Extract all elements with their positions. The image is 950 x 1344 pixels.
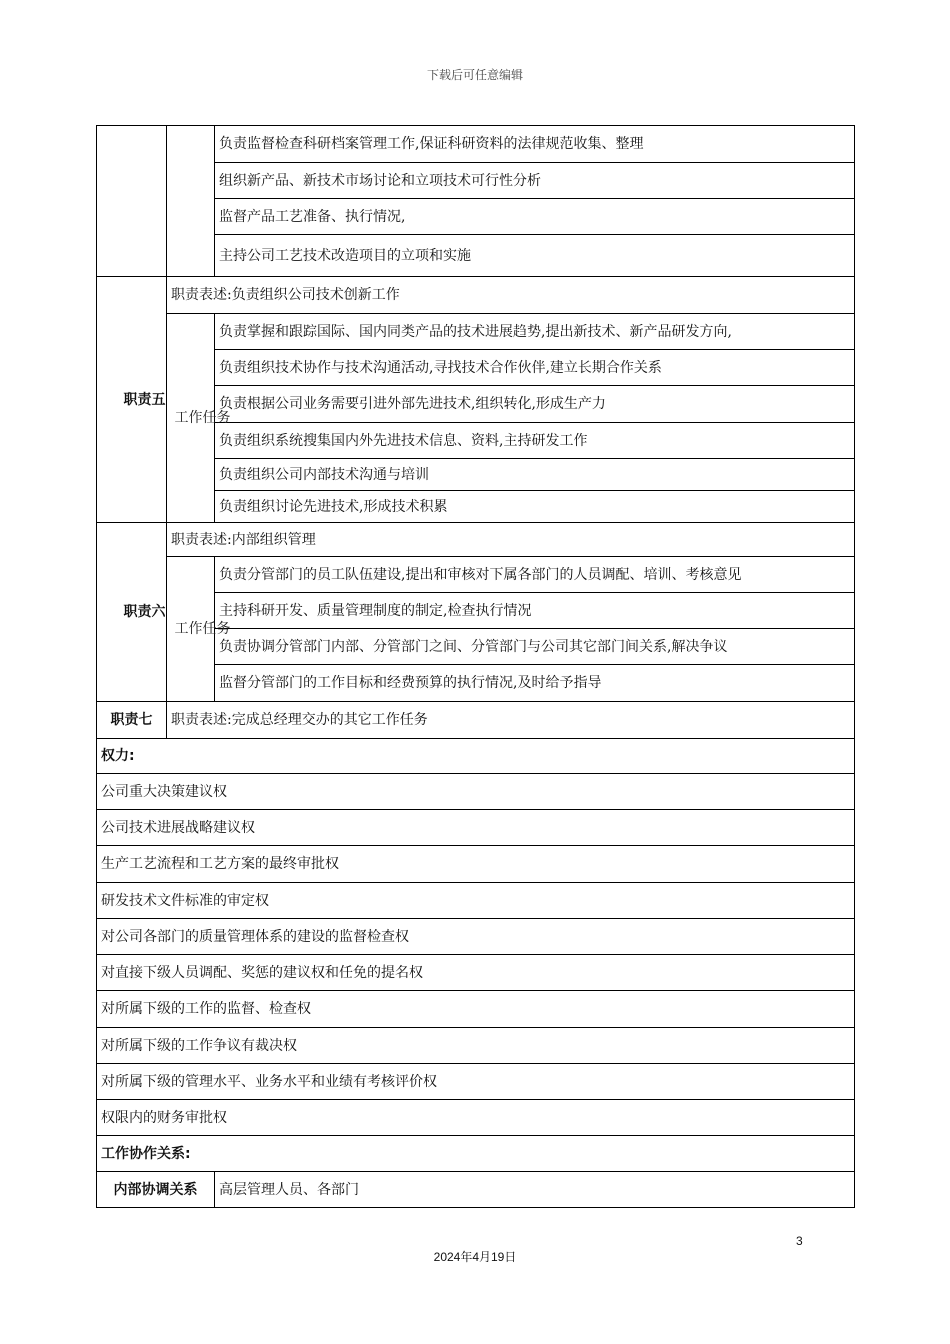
- duty5-task: 负责掌握和跟踪国际、国内同类产品的技术进展趋势,提出新技术、新产品研发方向,: [215, 314, 855, 350]
- duty5-task: 负责根据公司业务需要引进外部先进技术,组织转化,形成生产力: [215, 386, 855, 423]
- cooperation-title: 工作协作关系:: [97, 1136, 855, 1172]
- authority-item: 对公司各部门的质量管理体系的建设的监督检查权: [97, 919, 855, 955]
- duty5-label: 职责五: [97, 277, 167, 523]
- authority-title: 权力:: [97, 739, 855, 774]
- authority-item: 对所属下级的工作的监督、检查权: [97, 991, 855, 1028]
- duty-cont-label-cell: [97, 126, 167, 277]
- duty-cont-task: 组织新产品、新技术市场讨论和立项技术可行性分析: [215, 163, 855, 199]
- duty6-task: 负责协调分管部门内部、分管部门之间、分管部门与公司其它部门间关系,解决争议: [215, 629, 855, 665]
- duty7-row: [97, 702, 855, 739]
- duty-cont-task: 负责监督检查科研档案管理工作,保证科研资料的法律规范收集、整理: [215, 126, 855, 163]
- duty6-task: 负责分管部门的员工队伍建设,提出和审核对下属各部门的人员调配、培训、考核意见: [215, 557, 855, 593]
- authority-item: 研发技术文件标准的审定权: [97, 883, 855, 919]
- duty6-desc: 职责表述:内部组织管理: [167, 523, 855, 557]
- duty5-desc: 职责表述:负责组织公司技术创新工作: [167, 277, 855, 314]
- internal-coordination-label: 内部协调关系: [97, 1172, 215, 1208]
- internal-coordination-value: 高层管理人员、各部门: [215, 1172, 855, 1208]
- duty-cont-task: 主持公司工艺技术改造项目的立项和实施: [215, 235, 855, 277]
- authority-item: 公司重大决策建议权: [97, 774, 855, 810]
- authority-item: 对所属下级的管理水平、业务水平和业绩有考核评价权: [97, 1064, 855, 1100]
- header-note: 下载后可任意编辑: [426, 68, 523, 82]
- internal-coordination-row: [97, 1172, 855, 1208]
- duty5-task: 负责组织技术协作与技术沟通活动,寻找技术合作伙伴,建立长期合作关系: [215, 350, 855, 386]
- footer-date: 2024年4月19日: [433, 1250, 517, 1264]
- duty6-desc-row: [97, 523, 855, 557]
- authority-item: 公司技术进展战略建议权: [97, 810, 855, 846]
- duty5-desc-row: [97, 277, 855, 314]
- authority-item: 权限内的财务审批权: [97, 1100, 855, 1136]
- duty5-task: 负责组织讨论先进技术,形成技术积累: [215, 491, 855, 523]
- duty5-task: 负责组织系统搜集国内外先进技术信息、资料,主持研发工作: [215, 423, 855, 459]
- duty5-task-label: 工作任务: [167, 314, 215, 523]
- page-number: 3: [796, 1234, 803, 1248]
- duty-cont-task: 监督产品工艺准备、执行情况,: [215, 199, 855, 235]
- duty6-label: 职责六: [97, 523, 167, 702]
- duty6-task-label: 工作任务: [167, 557, 215, 702]
- duty-cont-row: [97, 126, 855, 163]
- duty7-label: 职责七: [97, 702, 167, 739]
- duty6-task: 主持科研开发、质量管理制度的制定,检查执行情况: [215, 593, 855, 629]
- authority-item: 对所属下级的工作争议有裁决权: [97, 1028, 855, 1064]
- job-description-table: [96, 125, 855, 1208]
- authority-item: 对直接下级人员调配、奖惩的建议权和任免的提名权: [97, 955, 855, 991]
- duty5-task: 负责组织公司内部技术沟通与培训: [215, 459, 855, 491]
- duty7-desc: 职责表述:完成总经理交办的其它工作任务: [167, 702, 855, 739]
- duty-cont-sub-cell: [167, 126, 215, 277]
- duty6-task: 监督分管部门的工作目标和经费预算的执行情况,及时给予指导: [215, 665, 855, 702]
- authority-item: 生产工艺流程和工艺方案的最终审批权: [97, 846, 855, 883]
